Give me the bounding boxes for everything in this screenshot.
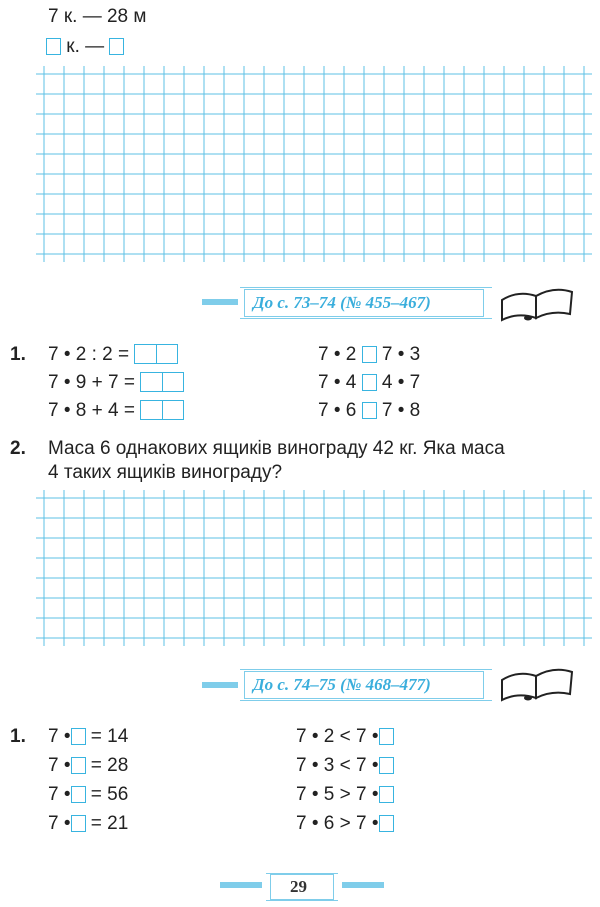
expression: 7 • 9 + 7 = <box>48 372 135 393</box>
expression: 7 • 2 : 2 = <box>48 344 130 365</box>
answer-box-double[interactable] <box>140 372 184 392</box>
grid-area-2[interactable] <box>36 490 592 648</box>
compare-right: 7 • 8 <box>381 400 421 421</box>
compare-box[interactable] <box>362 346 377 363</box>
answer-box[interactable] <box>71 815 86 832</box>
answer-box-double[interactable] <box>134 344 178 364</box>
compare-left: 7 • 6 <box>318 400 357 421</box>
banner-2-text: До с. 74–75 (№ 468–477) <box>253 675 431 694</box>
expression: = 21 <box>90 813 129 834</box>
expression: = 14 <box>90 726 129 747</box>
expression: 7 • <box>48 726 71 747</box>
expression: 7 • <box>48 755 71 776</box>
compare-right: 7 • 3 <box>381 344 421 365</box>
compare-right: 4 • 7 <box>381 372 421 393</box>
fill-row-2 <box>48 755 128 777</box>
compare-row-3 <box>318 400 420 422</box>
problem-text-line-1: Маса 6 однакових ящиків винограду 42 кг. Яка маса <box>48 438 505 459</box>
expression: 7 • 8 + 4 = <box>48 400 135 421</box>
ineq-row-3 <box>296 784 394 806</box>
compare-box[interactable] <box>362 402 377 419</box>
inequality: 7 • 5 > 7 • <box>296 784 379 805</box>
answer-box[interactable] <box>379 728 394 745</box>
open-book-icon <box>496 280 578 322</box>
expr-row-1 <box>48 344 178 366</box>
inequality: 7 • 3 < 7 • <box>296 755 379 776</box>
compare-left: 7 • 2 <box>318 344 357 365</box>
expr-row-2 <box>48 372 184 394</box>
page-number: 29 <box>290 877 307 896</box>
answer-box[interactable] <box>379 757 394 774</box>
compare-left: 7 • 4 <box>318 372 357 393</box>
ineq-row-1 <box>296 726 394 748</box>
fill-row-1 <box>48 726 128 748</box>
expression: 7 • <box>48 784 71 805</box>
grid-area-1[interactable] <box>36 66 592 264</box>
answer-box[interactable] <box>379 815 394 832</box>
expression: 7 • <box>48 813 71 834</box>
compare-row-2 <box>318 372 420 394</box>
compare-row-1 <box>318 344 420 366</box>
banner-1-text: До с. 73–74 (№ 455–467) <box>253 293 431 312</box>
fill-row-4 <box>48 813 128 835</box>
answer-box[interactable] <box>46 38 61 55</box>
answer-box[interactable] <box>71 786 86 803</box>
problem-text-line-2: 4 таких ящиків винограду? <box>48 462 283 483</box>
answer-box[interactable] <box>109 38 124 55</box>
ineq-row-4 <box>296 813 394 835</box>
fill-row-3 <box>48 784 128 806</box>
top-line-2-unit: к. — <box>66 36 105 57</box>
inequality: 7 • 2 < 7 • <box>296 726 379 747</box>
inequality: 7 • 6 > 7 • <box>296 813 379 834</box>
answer-box[interactable] <box>379 786 394 803</box>
exercise-number: 2. <box>10 438 26 459</box>
expr-row-3 <box>48 400 184 422</box>
expression: = 56 <box>90 784 129 805</box>
open-book-icon <box>496 660 578 702</box>
answer-box[interactable] <box>71 757 86 774</box>
exercise-number: 1. <box>10 726 26 747</box>
compare-box[interactable] <box>362 374 377 391</box>
answer-box[interactable] <box>71 728 86 745</box>
answer-box-double[interactable] <box>140 400 184 420</box>
exercise-number: 1. <box>10 344 26 365</box>
expression: = 28 <box>90 755 129 776</box>
top-line-1: 7 к. — 28 м <box>48 6 147 27</box>
ineq-row-2 <box>296 755 394 777</box>
top-line-2 <box>46 36 124 58</box>
